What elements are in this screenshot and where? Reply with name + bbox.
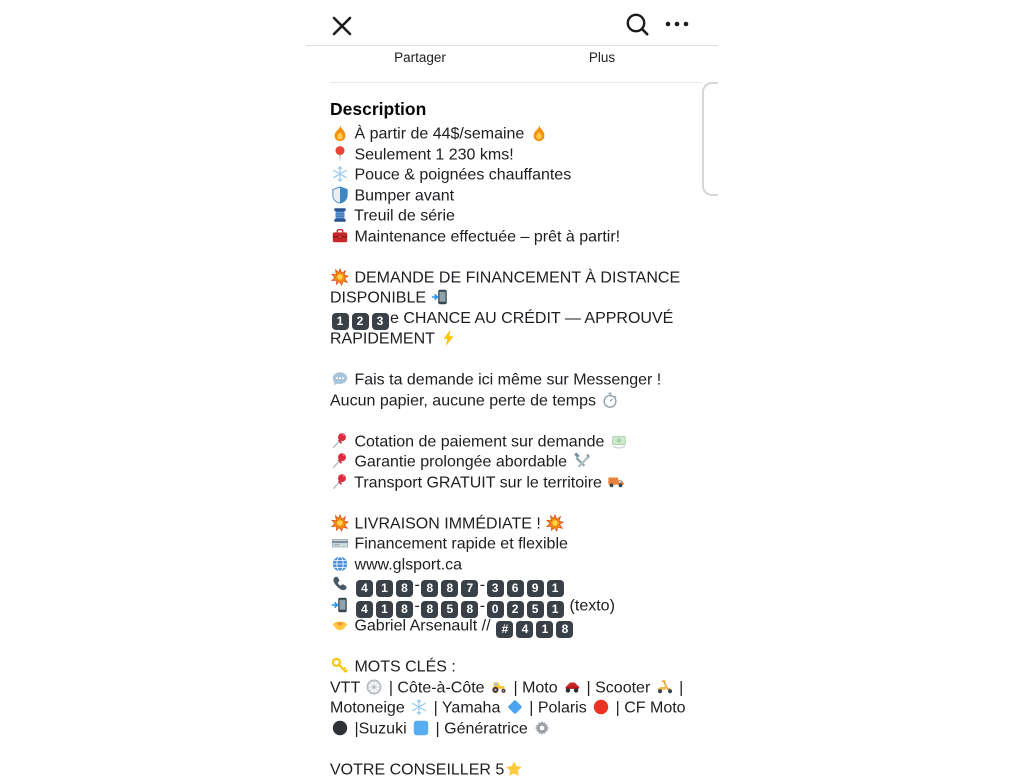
more-tab-label[interactable]: Plus: [588, 50, 616, 65]
mobile-arrow-icon: [331, 596, 349, 614]
globe-icon: [331, 555, 349, 573]
mobile-arrow-icon: [431, 288, 449, 306]
square-blue-icon: [412, 719, 430, 737]
description-line: Maintenance effectuée – prêt à partir!: [330, 227, 702, 248]
scooter-icon: [656, 678, 674, 696]
zap-icon: [440, 329, 458, 347]
description-line: LIVRAISON IMMÉDIATE !: [330, 514, 702, 535]
description-line: Gabriel Arsenault // # 4 1 8: [330, 616, 702, 637]
description-line: [330, 350, 702, 371]
keycap-1: 1: [376, 580, 393, 597]
description-line: Treuil de série: [330, 206, 702, 227]
keycap-3: 3: [372, 313, 389, 330]
description-line: Cotation de paiement sur demande: [330, 432, 702, 453]
money-icon: [610, 432, 628, 450]
close-icon: [330, 14, 354, 38]
phone-icon: [331, 575, 349, 593]
keycap-1: 1: [547, 580, 564, 597]
description-line: VTT | Côte-à-Côte | Moto | Scooter |: [330, 679, 684, 696]
description-line: MOTS CLÉS :: [330, 657, 702, 678]
round-pushpin-icon: [331, 145, 349, 163]
description-line: Aucun papier, aucune perte de temps: [330, 391, 702, 412]
description-line: DEMANDE DE FINANCEMENT À DISTANCE: [330, 268, 702, 289]
pin-icon: [331, 473, 349, 491]
description-heading: Description: [330, 99, 427, 119]
description-line: À partir de 44$/semaine: [330, 124, 702, 145]
keycap-3: 3: [487, 580, 504, 597]
keycap-1: 1: [376, 601, 393, 618]
search-button[interactable]: [623, 10, 651, 38]
description-line: Seulement 1 230 kms!: [330, 145, 702, 166]
topbar-divider: [306, 45, 718, 46]
description-line: Garantie prolongée abordable: [330, 452, 702, 473]
shield-icon: [331, 186, 349, 204]
keycap-5: 5: [527, 601, 544, 618]
description-line: Pouce & poignées chauffantes: [330, 165, 702, 186]
search-icon: [624, 11, 651, 38]
keycap-1: 1: [332, 313, 349, 330]
keycap-8: 8: [461, 601, 478, 618]
description-body: [330, 124, 702, 780]
description-line: www.glsport.ca: [330, 555, 702, 576]
description-line: |Suzuki | Génératrice: [330, 719, 702, 740]
keycap-8: 8: [441, 580, 458, 597]
description-line: Fais ta demande ici même sur Messenger !: [330, 370, 702, 391]
scrollbar-thumb[interactable]: [702, 82, 718, 196]
keycap-5: 5: [441, 601, 458, 618]
description-line: VOTRE CONSEILLER 5: [330, 760, 702, 781]
description-line: [330, 247, 702, 268]
fire-icon: [530, 124, 548, 142]
circle-black-icon: [331, 719, 349, 737]
keycap-9: 9: [527, 580, 544, 597]
description-line: [330, 493, 702, 514]
stopwatch-icon: [601, 391, 619, 409]
keycap-1: 1: [547, 601, 564, 618]
keycap-4: 4: [356, 601, 373, 618]
keycap-8: 8: [556, 621, 573, 638]
collision-icon: [546, 514, 564, 532]
description-line: Motoneige | Yamaha | Polaris | CF Moto: [330, 699, 686, 717]
keycap-8: 8: [396, 580, 413, 597]
share-tab-label[interactable]: Partager: [394, 50, 446, 65]
fire-icon: [331, 124, 349, 142]
description-line: 4 1 8 - 8 5 8 - 0 2 5 1 (texto): [330, 596, 702, 617]
description-line: Bumper avant: [330, 186, 702, 207]
keycap-4: 4: [356, 580, 373, 597]
moto-icon: [563, 678, 581, 696]
speech-icon: [331, 370, 349, 388]
keycap-4: 4: [516, 621, 533, 638]
keycap-8: 8: [396, 601, 413, 618]
description-line: Transport GRATUIT sur le territoire: [330, 473, 702, 494]
thread-icon: [331, 206, 349, 224]
description-line: 1 2 3 e CHANCE AU CRÉDIT — APPROUVÉ: [330, 309, 702, 330]
description-line: DISPONIBLE: [330, 288, 702, 309]
collision-icon: [331, 268, 349, 286]
mobile-viewport: [306, 0, 718, 778]
keycap-0: 0: [487, 601, 504, 618]
tools-icon: [573, 452, 591, 470]
tractor-icon: [490, 678, 508, 696]
pin-icon: [331, 432, 349, 450]
star-icon: [505, 760, 523, 778]
description-line: [330, 637, 702, 658]
description-line: [330, 739, 702, 760]
description-line: 4 1 8 - 8 8 7 - 3 6 9 1: [330, 575, 702, 596]
description-line: RAPIDEMENT: [330, 329, 702, 350]
wheel-icon: [365, 678, 383, 696]
description-line: Financement rapide et flexible: [330, 534, 702, 555]
snowflake-icon: [410, 698, 428, 716]
truck-icon: [607, 473, 625, 491]
toolbox-icon: [331, 227, 349, 245]
keycap-#: #: [496, 621, 513, 638]
description-card-divider: [330, 82, 702, 83]
ellipsis-icon: [664, 19, 692, 29]
collision-icon: [331, 514, 349, 532]
pin-icon: [331, 452, 349, 470]
description-line: [330, 411, 702, 432]
card-icon: [331, 534, 349, 552]
handshake-icon: [331, 616, 349, 634]
keycap-7: 7: [461, 580, 478, 597]
keycap-6: 6: [507, 580, 524, 597]
keycap-2: 2: [507, 601, 524, 618]
more-options-button[interactable]: [663, 16, 693, 32]
key-icon: [331, 657, 349, 675]
gear-icon: [533, 719, 551, 737]
circle-red-icon: [592, 698, 610, 716]
keycap-1: 1: [536, 621, 553, 638]
close-button[interactable]: [328, 12, 356, 40]
diamond-icon: [506, 698, 524, 716]
top-navigation-bar: [306, 0, 718, 46]
snowflake-icon: [331, 165, 349, 183]
keycap-2: 2: [352, 313, 369, 330]
keycap-8: 8: [421, 601, 438, 618]
keycap-8: 8: [421, 580, 438, 597]
